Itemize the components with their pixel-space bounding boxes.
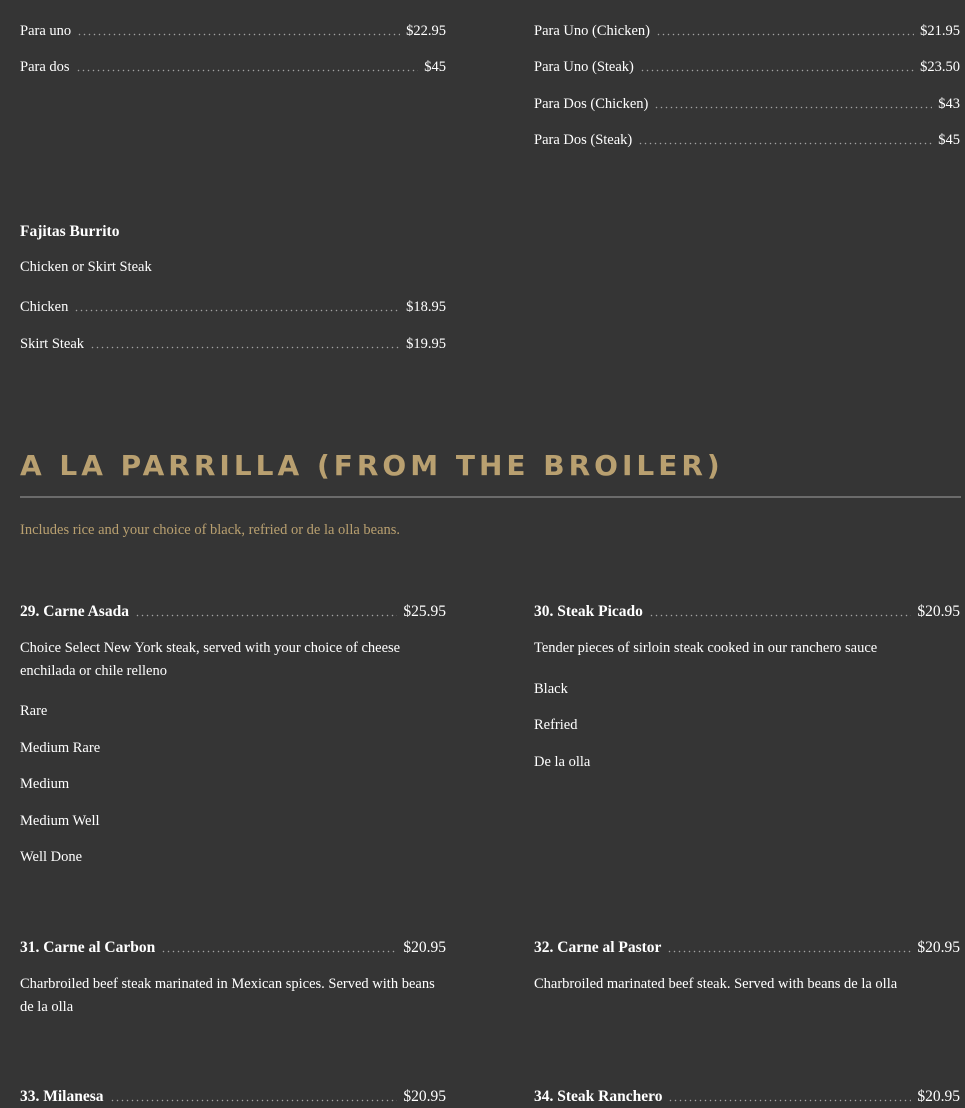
dish-29-description: Choice Select New York steak, served with your choice of cheese enchilada or chile relleno [20, 640, 401, 679]
dot-leader [76, 64, 419, 72]
item-price: $43 [938, 96, 960, 112]
item-price: $21.95 [920, 23, 960, 39]
menu-row-skirt-steak [20, 333, 446, 355]
option-medium-rare: Medium Rare [20, 740, 101, 756]
section-divider [20, 496, 961, 498]
dot-leader [161, 945, 397, 953]
menu-row-para-uno-chicken [534, 20, 960, 42]
menu-row-para-dos [20, 56, 446, 78]
item-label: Para Dos (Steak) [534, 132, 633, 148]
item-label: Para Dos (Chicken) [534, 96, 649, 112]
dot-leader [638, 137, 932, 145]
dish-32-description: Charbroiled marinated beef steak. Served with beans de la olla [534, 976, 898, 992]
option-rare: Rare [20, 703, 48, 719]
dish-32-header [534, 937, 960, 959]
option-medium: Medium [20, 776, 70, 792]
option-de-la-olla: De la olla [534, 754, 591, 770]
dot-leader [77, 28, 400, 36]
item-price: $23.50 [920, 59, 960, 75]
dish-price: $20.95 [403, 939, 446, 956]
item-price: $22.95 [406, 23, 446, 39]
option-black: Black [534, 681, 568, 697]
dish-price: $25.95 [403, 603, 446, 620]
dot-leader [667, 945, 911, 953]
item-label: Para uno [20, 23, 72, 39]
dot-leader [90, 341, 400, 349]
item-label: Skirt Steak [20, 336, 85, 352]
fajitas-burrito-subtitle: Chicken or Skirt Steak [20, 259, 152, 275]
option-refried: Refried [534, 717, 578, 733]
menu-row-para-uno [20, 20, 446, 42]
item-label: Para Uno (Chicken) [534, 23, 650, 39]
dot-leader [649, 609, 911, 617]
option-medium-well: Medium Well [20, 813, 100, 829]
menu-row-para-dos-steak [534, 129, 960, 151]
dish-name: 32. Carne al Pastor [534, 939, 662, 956]
dish-price: $20.95 [403, 1088, 446, 1105]
dish-33-header [20, 1086, 446, 1108]
dot-leader [654, 101, 932, 109]
dot-leader [135, 609, 397, 617]
dish-30-description: Tender pieces of sirloin steak cooked in our ranchero sauce [534, 640, 878, 656]
dish-price: $20.95 [917, 1088, 960, 1105]
item-label: Para dos [20, 59, 70, 75]
item-label: Chicken [20, 299, 69, 315]
item-price: $45 [424, 59, 446, 75]
dish-name: 31. Carne al Carbon [20, 939, 156, 956]
fajitas-burrito-title: Fajitas Burrito [20, 223, 120, 240]
dish-name: 33. Milanesa [20, 1088, 104, 1105]
item-price: $18.95 [406, 299, 446, 315]
dot-leader [656, 28, 914, 36]
dish-29-header [20, 601, 446, 623]
item-price: $19.95 [406, 336, 446, 352]
dish-34-header [534, 1086, 960, 1108]
dish-name: 34. Steak Ranchero [534, 1088, 663, 1105]
dish-price: $20.95 [917, 603, 960, 620]
dish-name: 29. Carne Asada [20, 603, 129, 620]
item-label: Para Uno (Steak) [534, 59, 634, 75]
dish-31-header [20, 937, 446, 959]
item-price: $45 [938, 132, 960, 148]
menu-row-para-dos-chicken [534, 93, 960, 115]
menu-row-para-uno-steak [534, 56, 960, 78]
dot-leader [668, 1094, 911, 1102]
menu-row-chicken [20, 296, 446, 318]
section-heading: A LA PARRILLA (FROM THE BROILER) [20, 449, 724, 482]
dish-31-description: Charbroiled beef steak marinated in Mexican spices. Served with beans de la olla [20, 976, 435, 1015]
dish-price: $20.95 [917, 939, 960, 956]
section-note: Includes rice and your choice of black, refried or de la olla beans. [20, 522, 401, 538]
dot-leader [640, 64, 914, 72]
dot-leader [110, 1094, 398, 1102]
option-well-done: Well Done [20, 849, 83, 865]
dish-30-header [534, 601, 960, 623]
dish-name: 30. Steak Picado [534, 603, 643, 620]
dot-leader [74, 304, 400, 312]
